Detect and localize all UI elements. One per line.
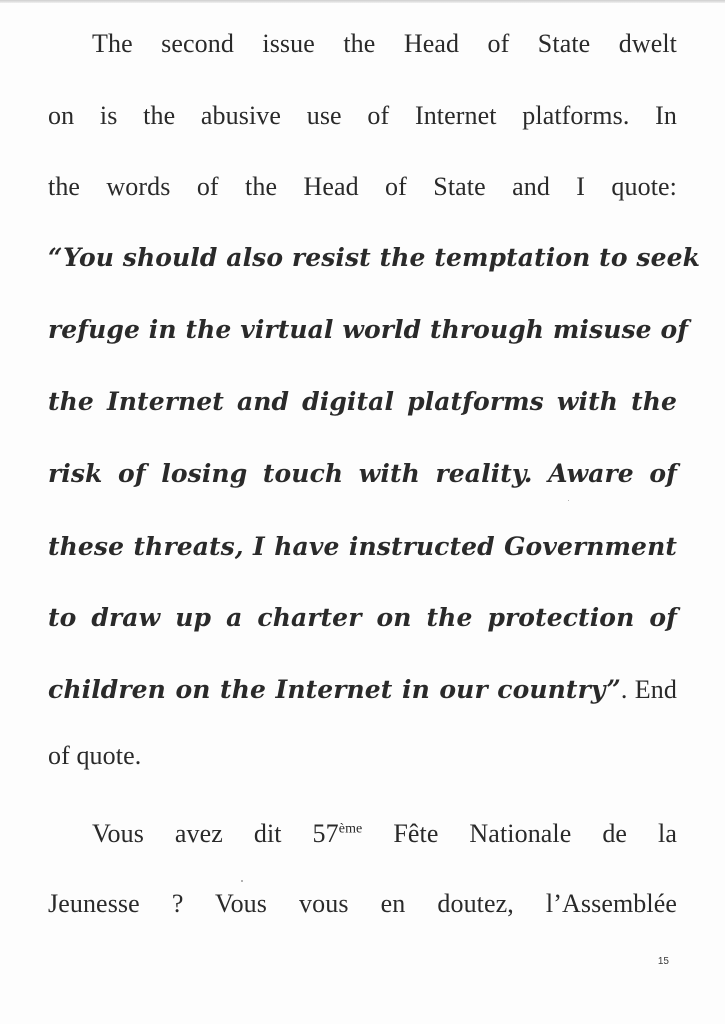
- text-line-1: The second issue the Head of State dwelt: [92, 29, 677, 58]
- quote-line-7-italic: children on the Internet in our country”: [48, 675, 621, 704]
- page-number: 15: [657, 956, 669, 967]
- french-line-1-before-sup: Vous avez dit 57: [92, 819, 339, 848]
- scan-speck: [568, 500, 569, 501]
- quote-line-3: the Internet and digital platforms with the: [48, 387, 677, 416]
- french-line-2: Jeunesse ? Vous vous en doutez, l’Assemblée: [48, 889, 677, 918]
- top-scan-edge: [0, 0, 725, 3]
- quote-line-7: [48, 675, 677, 705]
- scan-speck: [241, 880, 243, 882]
- quote-line-4: risk of losing touch with reality. Aware of: [48, 459, 677, 488]
- quote-line-2: refuge in the virtual world through misuse of: [48, 315, 689, 344]
- superscript-eme: ème: [338, 821, 363, 837]
- quote-line-5: these threats, I have instructed Government: [48, 532, 677, 561]
- quote-line-6: to draw up a charter on the protection of: [48, 603, 677, 632]
- quote-line-1: “You should also resist the temptation to seek: [48, 243, 701, 272]
- text-line-3: the words of the Head of State and I quote:: [48, 172, 677, 201]
- french-line-1: [92, 819, 677, 849]
- end-quote-line: of quote.: [48, 741, 142, 770]
- text-line-2: on is the abusive use of Internet platforms. In: [48, 101, 677, 130]
- french-line-1-after-sup: Fête Nationale de la: [362, 819, 677, 848]
- quote-line-7-tail: . End: [620, 675, 677, 704]
